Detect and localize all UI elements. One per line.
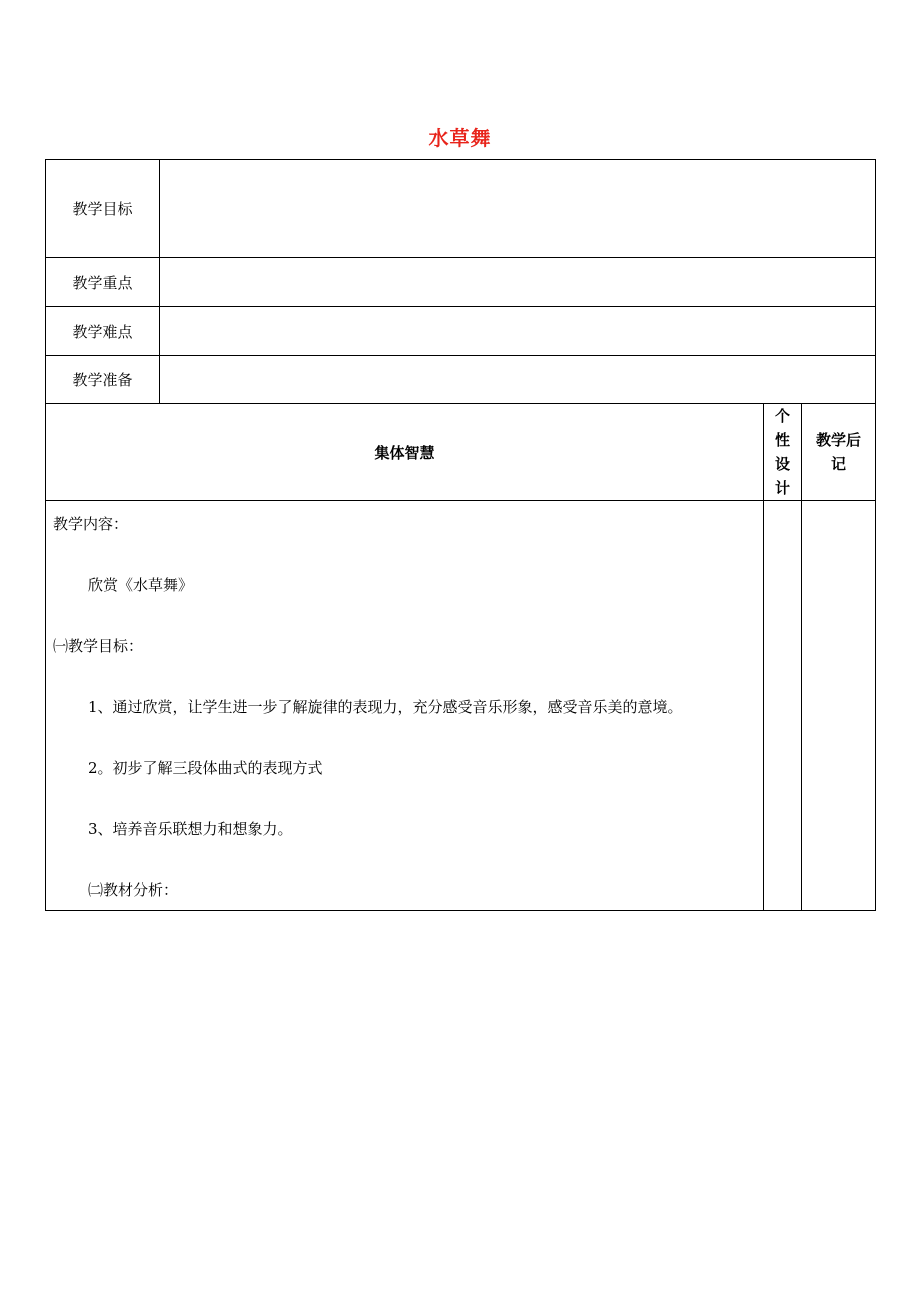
- row-difficulty: [46, 307, 876, 356]
- goals-heading: ㈠教学目标：: [53, 637, 144, 655]
- teaching-goal-label: 教学目标: [46, 160, 160, 258]
- afterword-line: 记: [831, 455, 847, 473]
- difficulty-label: 教学难点: [46, 307, 160, 356]
- header-row: [46, 404, 876, 501]
- analysis-heading: ㈡教材分析：: [88, 881, 179, 899]
- row-teaching-goal: [46, 160, 876, 258]
- row-key-point: [46, 258, 876, 307]
- row-preparation: [46, 356, 876, 404]
- teaching-goal-value: [160, 160, 876, 258]
- content-heading: 教学内容：: [53, 515, 129, 533]
- teaching-afterword-cell: [802, 501, 876, 911]
- afterword-line: 教学后: [816, 431, 862, 449]
- page-title: 水草舞: [428, 126, 492, 150]
- teaching-afterword-header: [802, 404, 876, 501]
- content-row: [46, 501, 876, 911]
- personal-design-char: 计: [774, 479, 790, 497]
- difficulty-value: [160, 307, 876, 356]
- personal-design-char: 设: [774, 455, 790, 473]
- personal-design-char: 性: [774, 431, 790, 449]
- key-point-value: [160, 258, 876, 307]
- collective-wisdom-header: 集体智慧: [46, 404, 764, 501]
- personal-design-char: 个: [774, 407, 790, 425]
- goal-item: 3、培养音乐联想力和想象力。: [88, 820, 293, 838]
- lesson-content-cell: [46, 501, 764, 911]
- appreciation-line: 欣赏《水草舞》: [88, 576, 194, 594]
- personal-design-header: [764, 404, 802, 501]
- key-point-label: 教学重点: [46, 258, 160, 307]
- lesson-plan-table: [45, 159, 876, 911]
- preparation-value: [160, 356, 876, 404]
- goal-item: 1、通过欣赏，让学生进一步了解旋律的表现力，充分感受音乐形象，感受音乐美的意境。: [88, 698, 683, 716]
- goal-item: 2。初步了解三段体曲式的表现方式: [88, 759, 323, 777]
- personal-design-cell: [764, 501, 802, 911]
- preparation-label: 教学准备: [46, 356, 160, 404]
